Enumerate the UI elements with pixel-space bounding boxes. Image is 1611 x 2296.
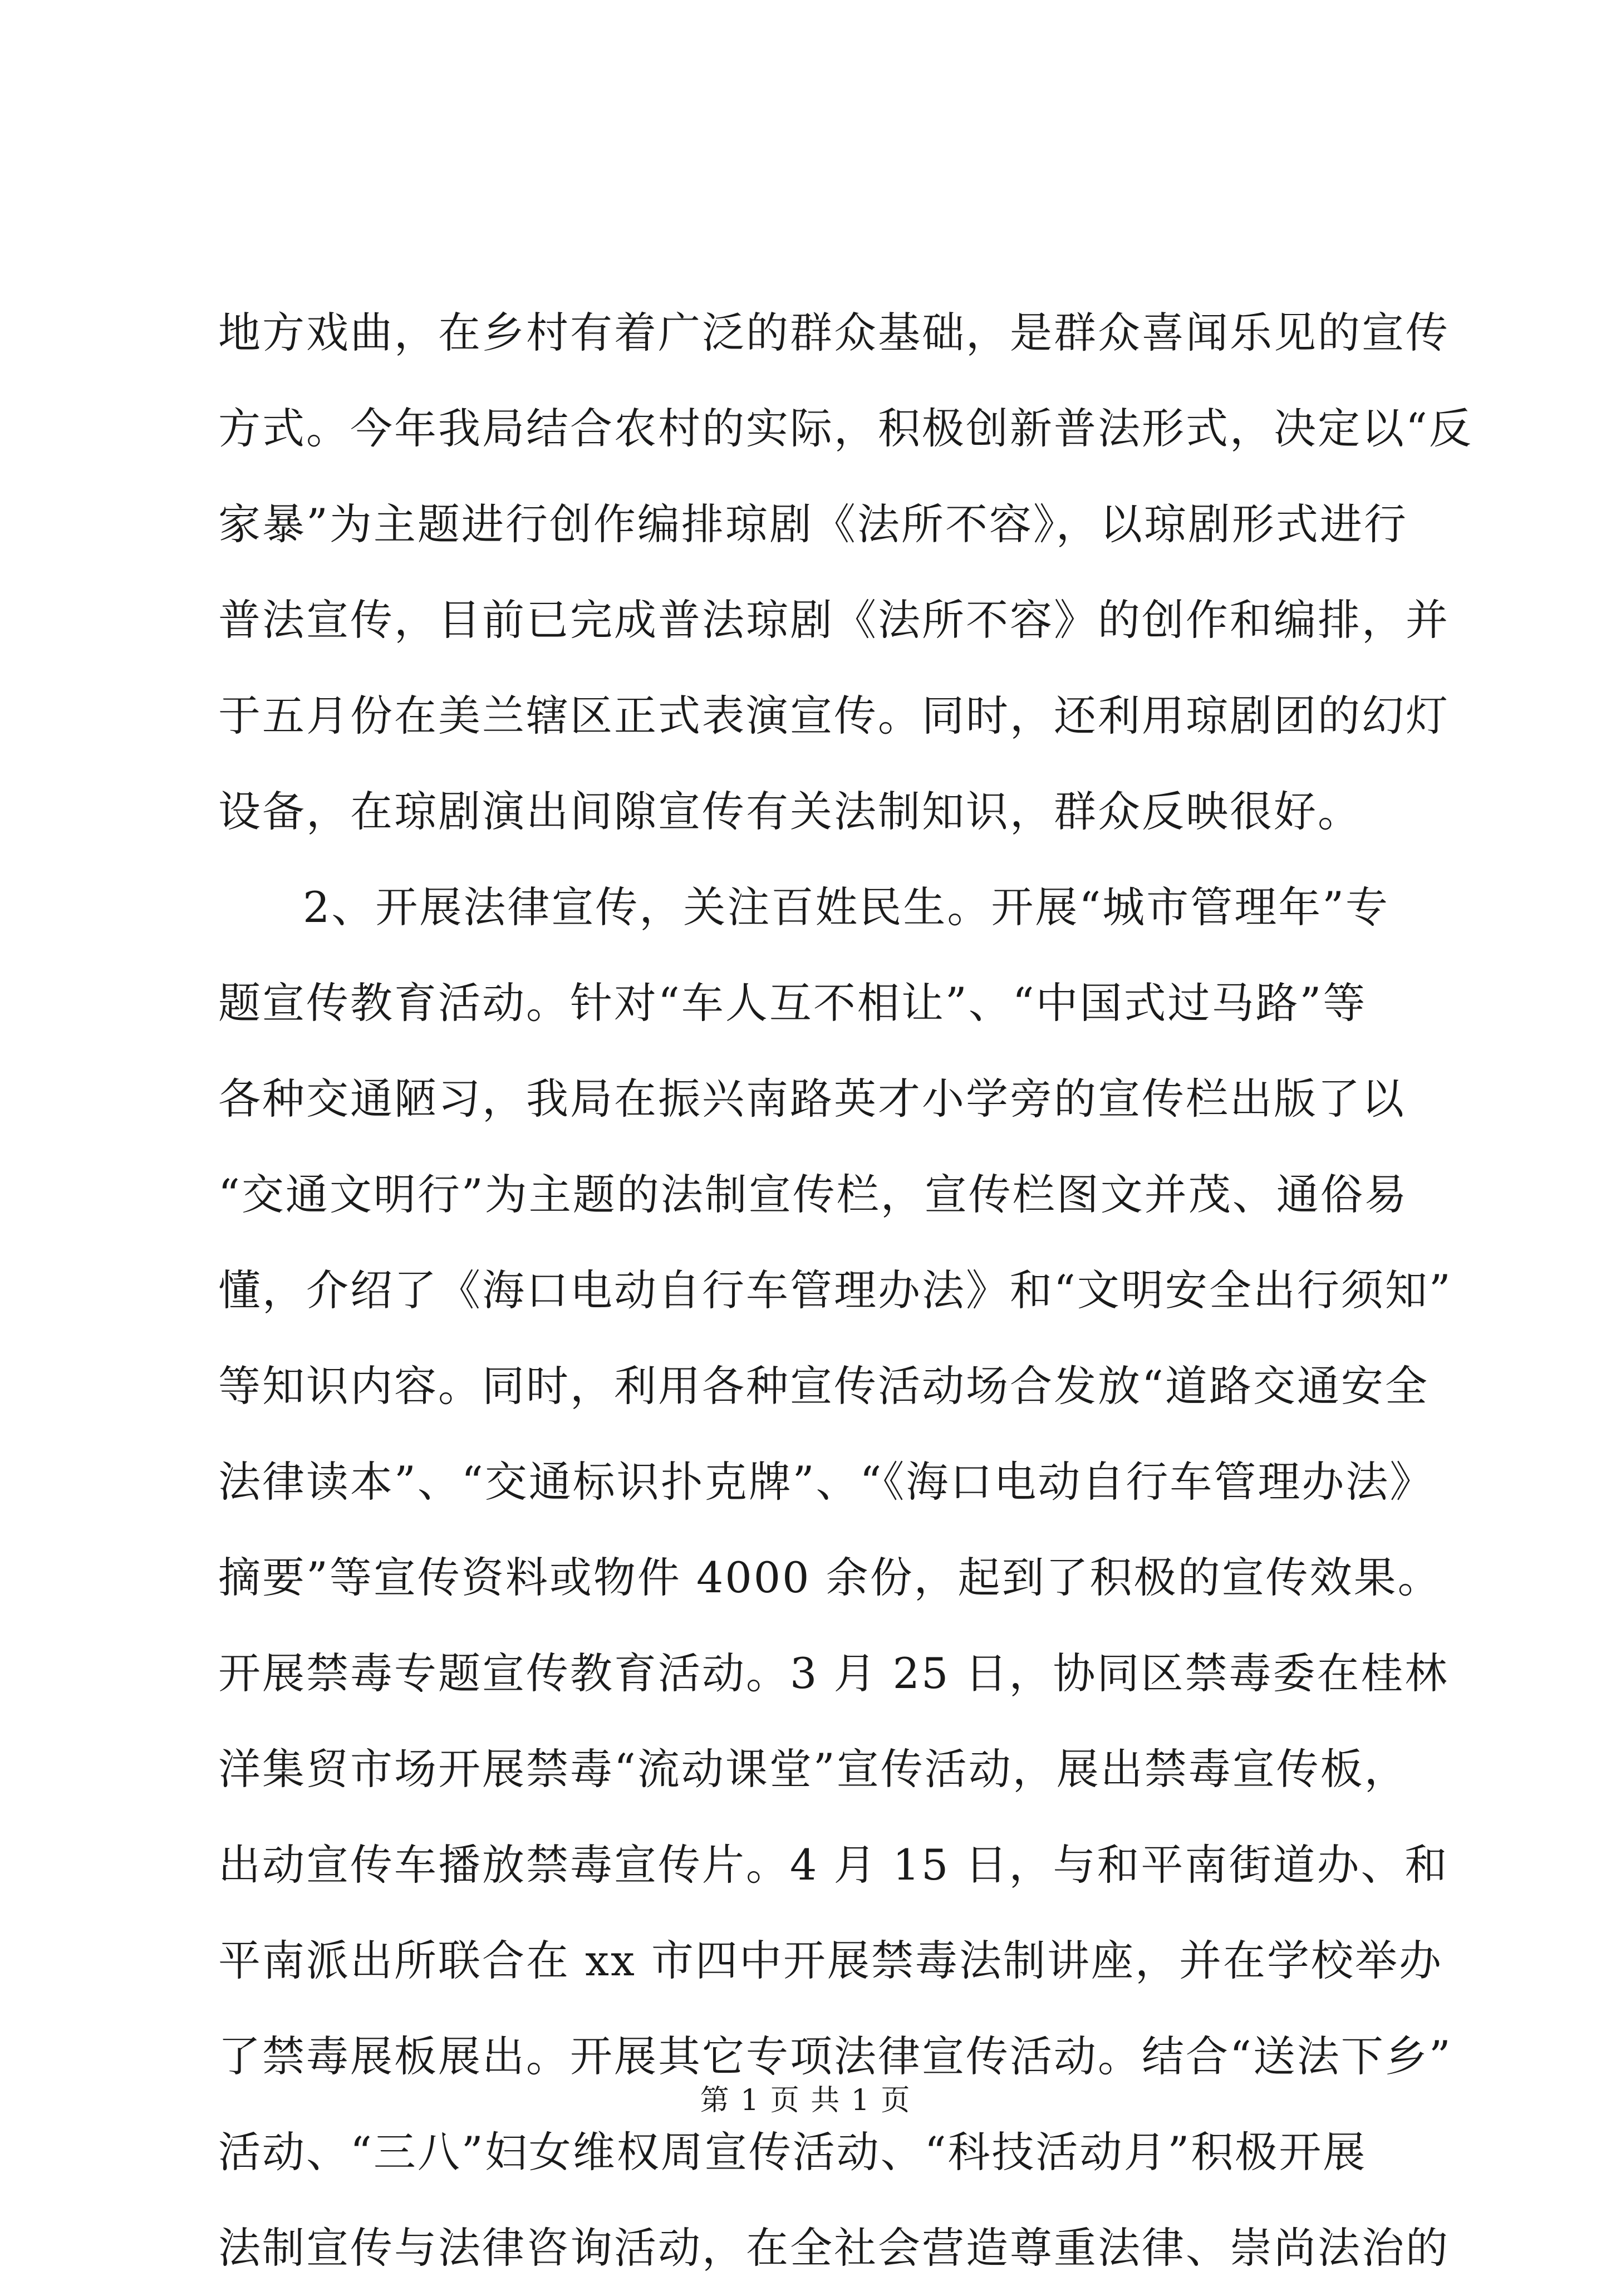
text-line: 于五月份在美兰辖区正式表演宣传。同时，还利用琼剧团的幻灯 xyxy=(218,691,1450,740)
text-line: 普法宣传，目前已完成普法琼剧《法所不容》的创作和编排，并 xyxy=(218,595,1450,645)
page-number-label: 第 1 页 共 1 页 xyxy=(700,2084,911,2117)
text-line: 设备，在琼剧演出间隙宣传有关法制知识，群众反映很好。 xyxy=(218,787,1362,836)
body-text xyxy=(218,285,1473,2296)
text-line: 法制宣传与法律咨询活动，在全社会营造尊重法律、崇尚法治的 xyxy=(218,2223,1450,2273)
text-line: 方式。今年我局结合农村的实际，积极创新普法形式，决定以“反 xyxy=(218,404,1473,453)
text-line: 摘要”等宣传资料或物件 4000 余份，起到了积极的宣传效果。 xyxy=(218,1553,1442,1602)
text-line: 出动宣传车播放禁毒宣传片。4 月 15 日，与和平南街道办、和 xyxy=(218,1840,1449,1890)
text-line: 等知识内容。同时，利用各种宣传活动场合发放“道路交通安全 xyxy=(218,1361,1429,1411)
text-line: 活动、“三八”妇女维权周宣传活动、“科技活动月”积极开展 xyxy=(218,2127,1367,2177)
text-line: 家暴”为主题进行创作编排琼剧《法所不容》，以琼剧形式进行 xyxy=(218,499,1408,549)
paragraph-start-line: 2、开展法律宣传，关注百姓民生。开展“城市管理年”专 xyxy=(303,882,1390,932)
text-line: 平南派出所联合在 xx 市四中开展禁毒法制讲座，并在学校举办 xyxy=(218,1936,1443,1985)
page-footer xyxy=(0,2081,1611,2120)
text-line: 地方戏曲，在乡村有着广泛的群众基础，是群众喜闻乐见的宣传 xyxy=(218,308,1450,357)
text-line: 开展禁毒专题宣传教育活动。3 月 25 日，协同区禁毒委在桂林 xyxy=(218,1649,1449,1698)
text-line: 法律读本”、“交通标识扑克牌”、“《海口电动自行车管理办法》 xyxy=(218,1457,1434,1507)
text-line: “交通文明行”为主题的法制宣传栏，宣传栏图文并茂、通俗易 xyxy=(218,1170,1408,1219)
text-line: 各种交通陋习，我局在振兴南路英才小学旁的宣传栏出版了以 xyxy=(218,1074,1406,1124)
text-line: 懂，介绍了《海口电动自行车管理办法》和“文明安全出行须知” xyxy=(218,1265,1452,1315)
text-line: 洋集贸市场开展禁毒“流动课堂”宣传活动，展出禁毒宣传板， xyxy=(218,1744,1408,1794)
text-line: 题宣传教育活动。针对“车人互不相让”、“中国式过马路”等 xyxy=(218,978,1367,1028)
text-line: 了禁毒展板展出。开展其它专项法律宣传活动。结合“送法下乡” xyxy=(218,2032,1452,2081)
